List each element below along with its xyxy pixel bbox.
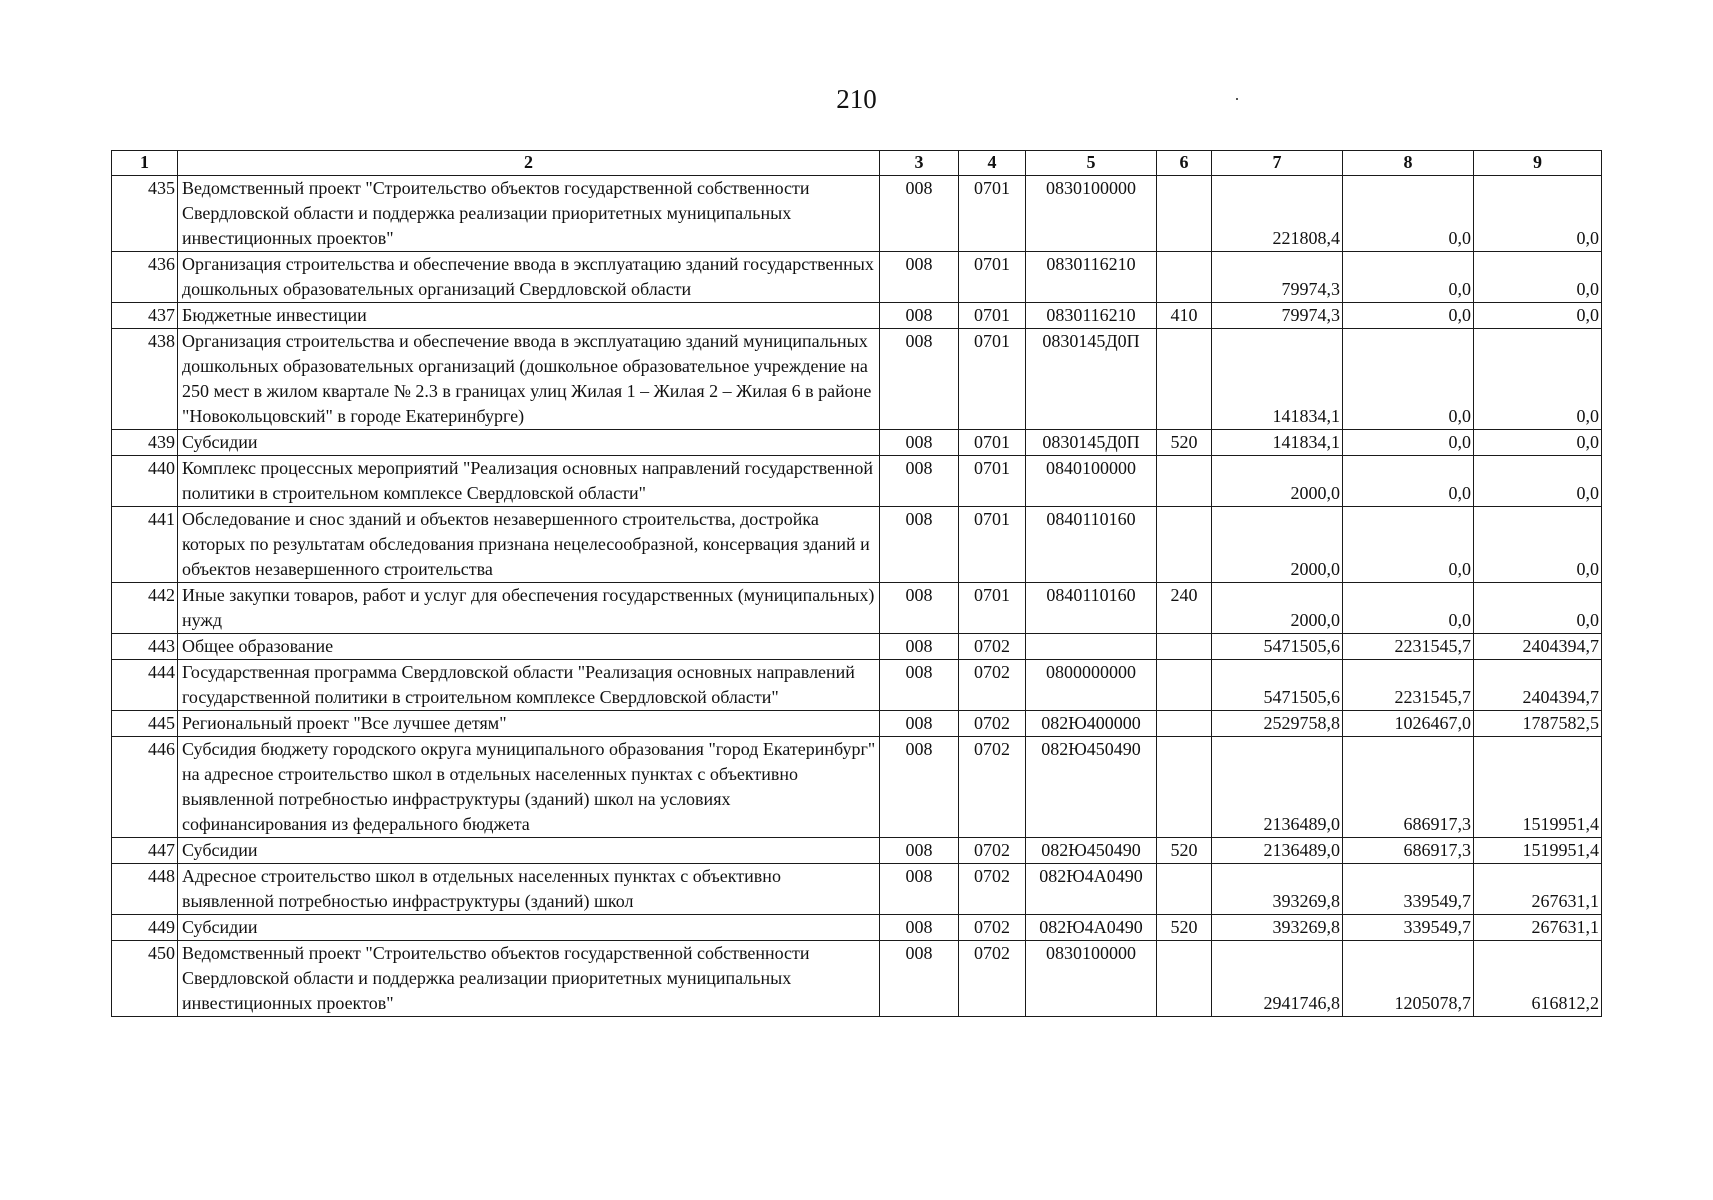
- row-number: 444: [112, 660, 178, 711]
- row-code-expense-type: [1157, 456, 1212, 507]
- row-code-section: 0701: [959, 303, 1026, 329]
- row-amount-col8: 0,0: [1343, 252, 1474, 303]
- row-amount-col9: 0,0: [1474, 507, 1602, 583]
- table-header: [112, 151, 1602, 176]
- row-amount-col9: 0,0: [1474, 329, 1602, 430]
- row-code-ministry: 008: [880, 507, 959, 583]
- row-description: Общее образование: [178, 634, 880, 660]
- header-col-1: 1: [112, 151, 178, 176]
- row-amount-col9: 267631,1: [1474, 915, 1602, 941]
- row-code-ministry: 008: [880, 660, 959, 711]
- row-description: Организация строительства и обеспечение ввода в эксплуатацию зданий муниципальных дошкольных образовательных организаций (дошкольное образовательное учреждение на 250 мест в жилом квартале № 2.3 в границах улиц Жилая 1 – Жилая 2 – Жилая 6 в районе "Новокольцовский" в городе Екатеринбурге): [178, 329, 880, 430]
- row-code-expense-type: [1157, 737, 1212, 838]
- table-row: [112, 915, 1602, 941]
- table-row: [112, 176, 1602, 252]
- row-code-ministry: 008: [880, 583, 959, 634]
- row-code-section: 0701: [959, 583, 1026, 634]
- row-number: 450: [112, 941, 178, 1017]
- row-amount-col9: 616812,2: [1474, 941, 1602, 1017]
- row-amount-col7: 2000,0: [1212, 507, 1343, 583]
- row-description: Комплекс процессных мероприятий "Реализация основных направлений государственной политики в строительном комплексе Свердловской области": [178, 456, 880, 507]
- row-code-target: 0840110160: [1026, 507, 1157, 583]
- row-code-target: 0840110160: [1026, 583, 1157, 634]
- row-code-expense-type: 410: [1157, 303, 1212, 329]
- row-amount-col7: 2941746,8: [1212, 941, 1343, 1017]
- row-code-ministry: 008: [880, 915, 959, 941]
- row-amount-col8: 339549,7: [1343, 915, 1474, 941]
- row-amount-col8: 0,0: [1343, 430, 1474, 456]
- scan-speck: [1236, 98, 1238, 100]
- row-code-expense-type: [1157, 176, 1212, 252]
- row-amount-col7: 2000,0: [1212, 456, 1343, 507]
- row-code-section: 0702: [959, 711, 1026, 737]
- row-code-ministry: 008: [880, 430, 959, 456]
- row-number: 439: [112, 430, 178, 456]
- row-description: Ведомственный проект "Строительство объектов государственной собственности Свердловской области и поддержка реализации приоритетных муниципальных инвестиционных проектов": [178, 941, 880, 1017]
- row-number: 436: [112, 252, 178, 303]
- row-amount-col7: 2000,0: [1212, 583, 1343, 634]
- row-description: Обследование и снос зданий и объектов незавершенного строительства, достройка которых по результатам обследования признана нецелесообразной, консервация зданий и объектов незавершенного строительства: [178, 507, 880, 583]
- row-number: 442: [112, 583, 178, 634]
- row-amount-col9: 0,0: [1474, 176, 1602, 252]
- table-row: [112, 634, 1602, 660]
- row-number: 435: [112, 176, 178, 252]
- header-col-7: 7: [1212, 151, 1343, 176]
- row-code-ministry: 008: [880, 456, 959, 507]
- row-amount-col8: 0,0: [1343, 303, 1474, 329]
- table-row: [112, 737, 1602, 838]
- row-code-target: 0830116210: [1026, 252, 1157, 303]
- row-code-expense-type: [1157, 660, 1212, 711]
- row-code-target: 0830145Д0П: [1026, 430, 1157, 456]
- row-code-ministry: 008: [880, 634, 959, 660]
- row-code-target: 0830145Д0П: [1026, 329, 1157, 430]
- row-amount-col7: 79974,3: [1212, 252, 1343, 303]
- row-code-section: 0702: [959, 915, 1026, 941]
- row-amount-col7: 2136489,0: [1212, 838, 1343, 864]
- row-amount-col8: 0,0: [1343, 329, 1474, 430]
- table-row: [112, 507, 1602, 583]
- row-amount-col8: 0,0: [1343, 507, 1474, 583]
- row-amount-col8: 1205078,7: [1343, 941, 1474, 1017]
- row-code-expense-type: 520: [1157, 915, 1212, 941]
- row-amount-col9: 0,0: [1474, 583, 1602, 634]
- row-code-ministry: 008: [880, 252, 959, 303]
- row-code-ministry: 008: [880, 303, 959, 329]
- row-amount-col8: 2231545,7: [1343, 634, 1474, 660]
- row-code-section: 0701: [959, 252, 1026, 303]
- row-amount-col9: 0,0: [1474, 456, 1602, 507]
- budget-table: [111, 150, 1602, 1017]
- table-row: [112, 941, 1602, 1017]
- row-amount-col9: 0,0: [1474, 252, 1602, 303]
- row-code-ministry: 008: [880, 864, 959, 915]
- row-amount-col7: 5471505,6: [1212, 634, 1343, 660]
- row-code-ministry: 008: [880, 737, 959, 838]
- row-description: Субсидии: [178, 915, 880, 941]
- header-col-4: 4: [959, 151, 1026, 176]
- row-amount-col7: 221808,4: [1212, 176, 1343, 252]
- header-col-3: 3: [880, 151, 959, 176]
- row-code-section: 0702: [959, 737, 1026, 838]
- row-code-section: 0701: [959, 507, 1026, 583]
- table-row: [112, 660, 1602, 711]
- row-code-section: 0701: [959, 329, 1026, 430]
- row-code-target: [1026, 634, 1157, 660]
- table-row: [112, 329, 1602, 430]
- row-amount-col7: 141834,1: [1212, 430, 1343, 456]
- row-code-section: 0702: [959, 634, 1026, 660]
- row-code-section: 0701: [959, 176, 1026, 252]
- row-code-ministry: 008: [880, 176, 959, 252]
- row-description: Субсидии: [178, 838, 880, 864]
- row-description: Бюджетные инвестиции: [178, 303, 880, 329]
- row-amount-col8: 0,0: [1343, 456, 1474, 507]
- row-number: 437: [112, 303, 178, 329]
- row-code-section: 0702: [959, 941, 1026, 1017]
- row-description: Региональный проект "Все лучшее детям": [178, 711, 880, 737]
- row-code-expense-type: [1157, 864, 1212, 915]
- row-code-section: 0701: [959, 430, 1026, 456]
- row-code-target: 0800000000: [1026, 660, 1157, 711]
- row-amount-col8: 2231545,7: [1343, 660, 1474, 711]
- row-amount-col8: 339549,7: [1343, 864, 1474, 915]
- row-number: 443: [112, 634, 178, 660]
- table-body: [112, 176, 1602, 1017]
- row-code-expense-type: [1157, 507, 1212, 583]
- header-col-9: 9: [1474, 151, 1602, 176]
- row-number: 438: [112, 329, 178, 430]
- row-code-target: 082Ю4А0490: [1026, 915, 1157, 941]
- row-code-expense-type: 520: [1157, 430, 1212, 456]
- row-code-ministry: 008: [880, 329, 959, 430]
- row-amount-col9: 1519951,4: [1474, 838, 1602, 864]
- header-row: [112, 151, 1602, 176]
- row-code-target: 0840100000: [1026, 456, 1157, 507]
- row-amount-col7: 2529758,8: [1212, 711, 1343, 737]
- row-code-target: 082Ю400000: [1026, 711, 1157, 737]
- row-amount-col9: 1787582,5: [1474, 711, 1602, 737]
- row-code-expense-type: 240: [1157, 583, 1212, 634]
- row-amount-col7: 141834,1: [1212, 329, 1343, 430]
- row-amount-col8: 686917,3: [1343, 737, 1474, 838]
- row-number: 447: [112, 838, 178, 864]
- row-number: 440: [112, 456, 178, 507]
- row-description: Адресное строительство школ в отдельных населенных пунктах с объективно выявленной потребностью инфраструктуры (зданий) школ: [178, 864, 880, 915]
- row-description: Государственная программа Свердловской области "Реализация основных направлений государственной политики в строительном комплексе Свердловской области": [178, 660, 880, 711]
- row-amount-col8: 0,0: [1343, 176, 1474, 252]
- row-code-section: 0701: [959, 456, 1026, 507]
- row-code-expense-type: [1157, 329, 1212, 430]
- table-row: [112, 864, 1602, 915]
- row-code-expense-type: [1157, 941, 1212, 1017]
- table-row: [112, 838, 1602, 864]
- header-col-6: 6: [1157, 151, 1212, 176]
- row-amount-col9: 1519951,4: [1474, 737, 1602, 838]
- row-amount-col7: 2136489,0: [1212, 737, 1343, 838]
- row-number: 446: [112, 737, 178, 838]
- row-code-ministry: 008: [880, 838, 959, 864]
- row-code-target: 082Ю450490: [1026, 737, 1157, 838]
- row-number: 445: [112, 711, 178, 737]
- header-col-8: 8: [1343, 151, 1474, 176]
- row-number: 449: [112, 915, 178, 941]
- row-code-ministry: 008: [880, 941, 959, 1017]
- header-col-5: 5: [1026, 151, 1157, 176]
- row-description: Ведомственный проект "Строительство объектов государственной собственности Свердловской области и поддержка реализации приоритетных муниципальных инвестиционных проектов": [178, 176, 880, 252]
- row-code-section: 0702: [959, 838, 1026, 864]
- row-code-expense-type: [1157, 634, 1212, 660]
- row-code-expense-type: [1157, 252, 1212, 303]
- row-code-expense-type: 520: [1157, 838, 1212, 864]
- row-amount-col8: 1026467,0: [1343, 711, 1474, 737]
- row-amount-col9: 267631,1: [1474, 864, 1602, 915]
- page-number: 210: [836, 84, 877, 114]
- row-amount-col9: 0,0: [1474, 430, 1602, 456]
- row-description: Организация строительства и обеспечение ввода в эксплуатацию зданий государственных дошкольных образовательных организаций Свердловской области: [178, 252, 880, 303]
- row-description: Субсидии: [178, 430, 880, 456]
- row-amount-col8: 0,0: [1343, 583, 1474, 634]
- table-row: [112, 252, 1602, 303]
- row-amount-col7: 79974,3: [1212, 303, 1343, 329]
- table-row: [112, 303, 1602, 329]
- row-amount-col7: 393269,8: [1212, 864, 1343, 915]
- row-code-target: 0830100000: [1026, 176, 1157, 252]
- header-col-2: 2: [178, 151, 880, 176]
- row-code-target: 0830100000: [1026, 941, 1157, 1017]
- row-code-ministry: 008: [880, 711, 959, 737]
- row-number: 441: [112, 507, 178, 583]
- row-amount-col7: 5471505,6: [1212, 660, 1343, 711]
- row-amount-col9: 0,0: [1474, 303, 1602, 329]
- row-description: Иные закупки товаров, работ и услуг для обеспечения государственных (муниципальных) нужд: [178, 583, 880, 634]
- row-amount-col8: 686917,3: [1343, 838, 1474, 864]
- table-row: [112, 430, 1602, 456]
- row-amount-col7: 393269,8: [1212, 915, 1343, 941]
- row-amount-col9: 2404394,7: [1474, 660, 1602, 711]
- row-code-section: 0702: [959, 864, 1026, 915]
- row-code-target: 082Ю4А0490: [1026, 864, 1157, 915]
- row-code-target: 082Ю450490: [1026, 838, 1157, 864]
- row-code-section: 0702: [959, 660, 1026, 711]
- row-code-expense-type: [1157, 711, 1212, 737]
- table-row: [112, 583, 1602, 634]
- row-number: 448: [112, 864, 178, 915]
- row-description: Субсидия бюджету городского округа муниципального образования "город Екатеринбург" на адресное строительство школ в отдельных населенных пунктах с объективно выявленной потребностью инфраструктуры (зданий) школ на условиях софинансирования из федерального бюджета: [178, 737, 880, 838]
- table-row: [112, 711, 1602, 737]
- row-amount-col9: 2404394,7: [1474, 634, 1602, 660]
- row-code-target: 0830116210: [1026, 303, 1157, 329]
- table-row: [112, 456, 1602, 507]
